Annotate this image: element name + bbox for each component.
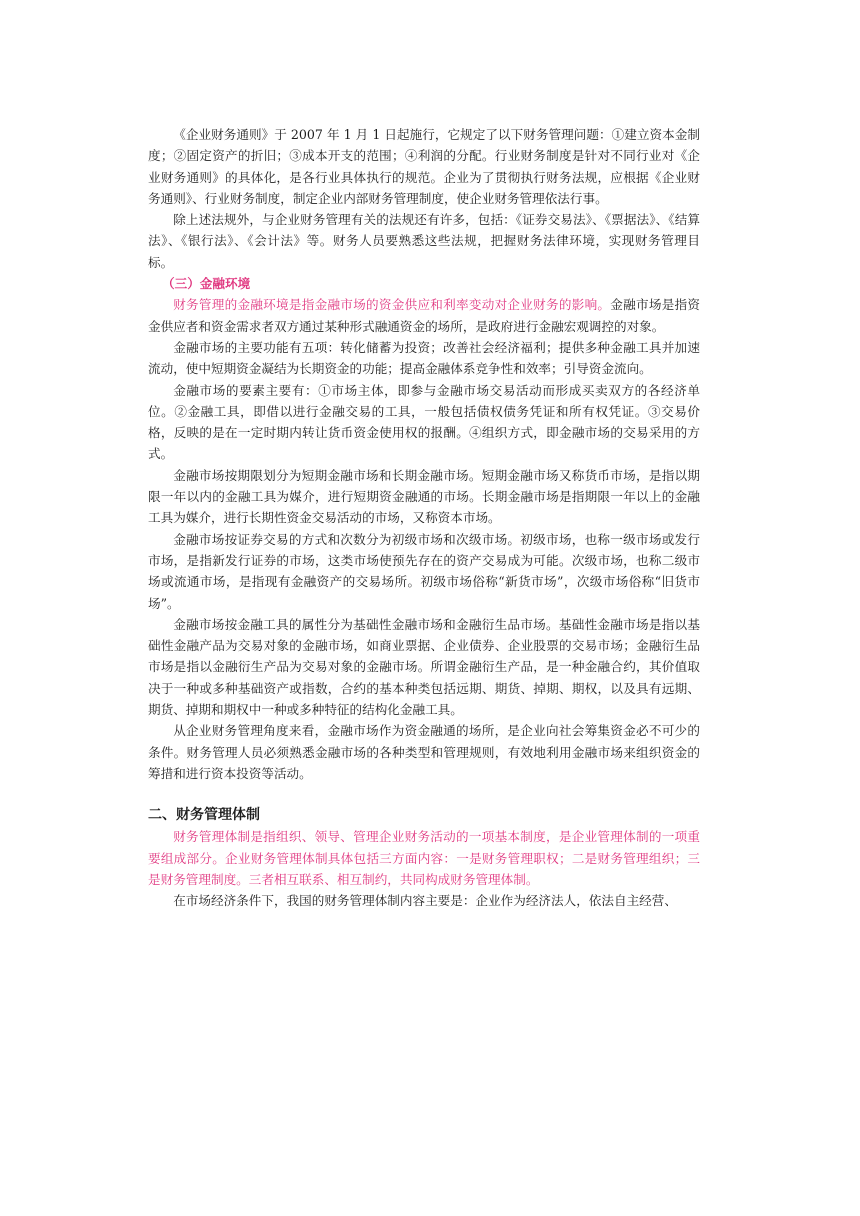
paragraph-enterprise-financial-rules: 《企业财务通则》于 2007 年 1 月 1 日起施行，它规定了以下财务管理问题：①建立资本金制度；②固定资产的折旧；③成本开支的范围；④利润的分配。行业财务制度是针对不同行业对《企业财务通则》的具体化，是各行业具体执行的规范。企业为了贯彻执行财务法规，应根据《企业财务通则》、行业财务制度，制定企业内部财务管理制度，使企业财务管理依法行事。 bbox=[148, 127, 700, 206]
paragraph-market-importance: 从企业财务管理角度来看，金融市场作为资金融通的场所，是企业向社会筹集资金必不可少的条件。财务管理人员必须熟悉金融市场的各种类型和管理规则，有效地利用金融市场来组织资金的筹措和进行资本投资等活动。 bbox=[148, 723, 700, 781]
paragraph-management-system-definition: 财务管理体制是指组织、领导、管理企业财务活动的一项基本制度，是企业管理体制的一项重要组成部分。企业财务管理体制具体包括三方面内容：一是财务管理职权；二是财务管理组织；三是财务管理制度。三者相互联系、相互制约，共同构成财务管理体制。 bbox=[148, 829, 700, 887]
paragraph-market-by-instrument: 金融市场按金融工具的属性分为基础性金融市场和金融衍生品市场。基础性金融市场是指以基础性金融产品为交易对象的金融市场，如商业票据、企业债券、企业股票的交易市场；金融衍生品市场是指以金融衍生产品为交易对象的金融市场。所谓金融衍生产品，是一种金融合约，其价值取决于一种或多种基础资产或指数，合约的基本种类包括远期、期货、掉期、期权，以及具有远期、期货、掉期和期权中一种或多种特征的结构化金融工具。 bbox=[148, 616, 700, 718]
paragraph-other-regulations: 除上述法规外，与企业财务管理有关的法规还有许多，包括：《证券交易法》、《票据法》、《结算法》、《银行法》、《会计法》等。财务人员要熟悉这些法规，把握财务法律环境，实现财务管理目标。 bbox=[148, 212, 700, 270]
paragraph-market-by-term: 金融市场按期限划分为短期金融市场和长期金融市场。短期金融市场又称货币市场，是指以期限一年以内的金融工具为媒介，进行短期资金融通的市场。长期金融市场是指期限一年以上的金融工具为媒介，进行长期性资金交易活动的市场，又称资本市场。 bbox=[148, 467, 700, 526]
paragraph-market-economy-system: 在市场经济条件下，我国的财务管理体制内容主要是：企业作为经济法人，依法自主经营、 bbox=[173, 893, 677, 909]
paragraph-text: 金融市场是指资金供应者和资金需求者双方通过某种形式融通资金的场所，是政府进行金融宏观调控的对象。 bbox=[148, 297, 701, 334]
paragraph-market-elements: 金融市场的要素主要有：①市场主体，即参与金融市场交易活动而形成买卖双方的各经济单位。②金融工具，即借以进行金融交易的工具，一般包括债权债务凭证和所有权凭证。③交易价格，反映的是在一定时期内转让货币资金使用权的报酬。④组织方式，即金融市场的交易采用的方式。 bbox=[148, 382, 700, 462]
paragraph-market-by-trading: 金融市场按证券交易的方式和次数分为初级市场和次级市场。初级市场，也称一级市场或发行市场，是指新发行证券的市场，这类市场使预先存在的资产交易成为可能。次级市场，也称二级市场或流通市场，是指现有金融资产的交易场所。初级市场俗称“新货市场”，次级市场俗称“旧货市场”。 bbox=[148, 531, 700, 611]
highlighted-definition: 财务管理的金融环境是指金融市场的资金供应和利率变动对企业财务的影响。 bbox=[173, 297, 611, 313]
paragraph-market-functions: 金融市场的主要功能有五项：转化储蓄为投资；改善社会经济福利；提供多种金融工具并加速流动，使中短期资金凝结为长期资金的功能；提高金融体系竞争性和效率；引导资金流向。 bbox=[148, 339, 700, 377]
document-body bbox=[148, 124, 700, 911]
section-heading-financial-management-system: 二、财务管理体制 bbox=[148, 807, 260, 824]
section-heading-financial-environment: （三）金融环境 bbox=[162, 276, 251, 292]
paragraph-financial-environment-definition bbox=[148, 294, 700, 337]
